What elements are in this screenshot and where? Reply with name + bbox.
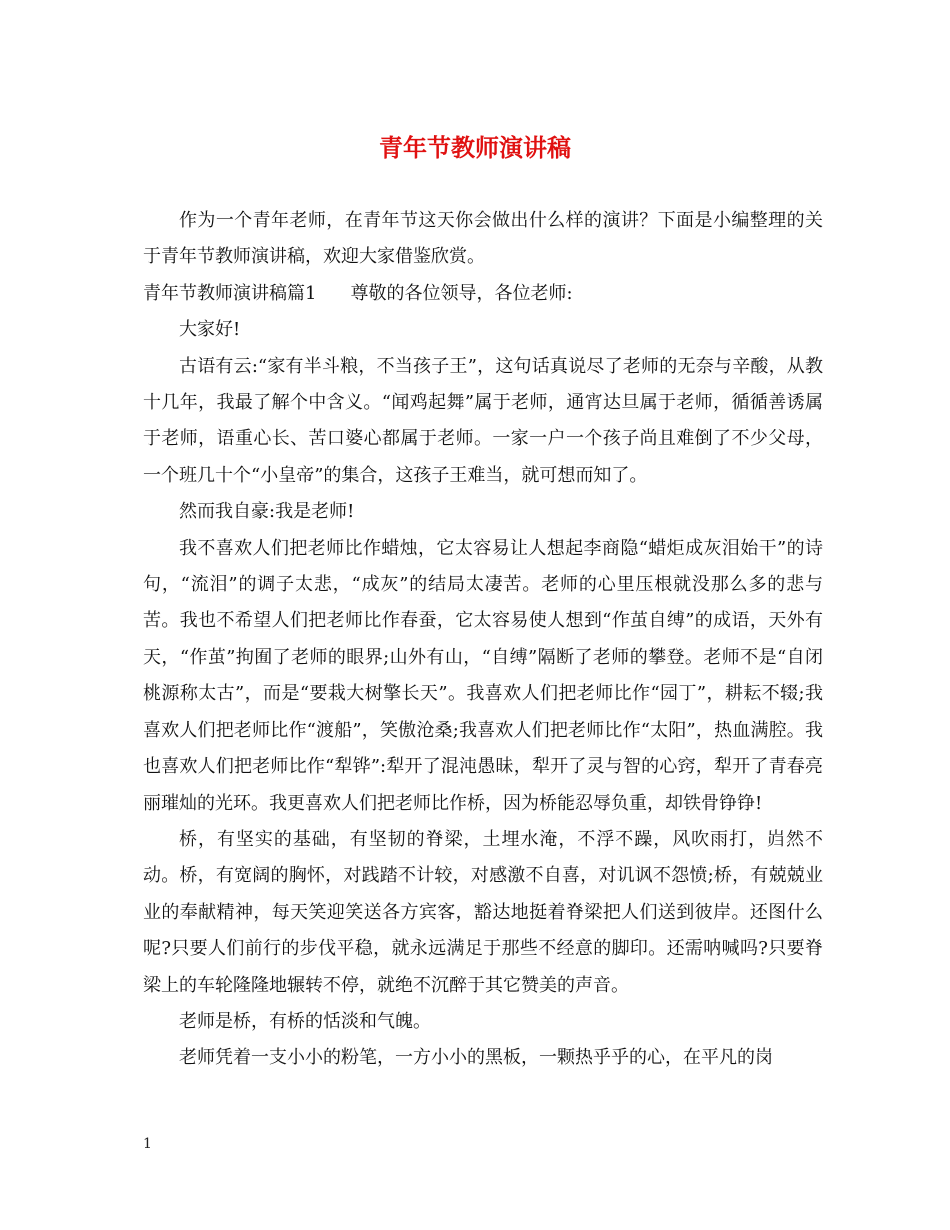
section-heading-line [143,276,823,312]
body-paragraph: 我不喜欢人们把老师比作蜡烛，它太容易让人想起李商隐“蜡炬成灰泪始干”的诗句，“流泪”的调子太悲，“成灰”的结局太凄苦。老师的心里压根就没那么多的悲与苦。我也不希望人们把老师比作春蚕，它太容易使人想到“作茧自缚”的成语，天外有天，“作茧”拘囿了老师的眼界;山外有山，“自缚”隔断了老师的攀登。老师不是“自闭桃源称太古”，而是“要栽大树擎长天”。我喜欢人们把老师比作“园丁”，耕耘不辍;我喜欢人们把老师比作“渡船”，笑傲沧桑;我喜欢人们把老师比作“太阳”，热血满腔。我也喜欢人们把老师比作“犁铧”:犁开了混沌愚昧，犁开了灵与智的心窍，犁开了青春亮丽璀灿的光环。我更喜欢人们把老师比作桥，因为桥能忍辱负重，却铁骨铮铮! [143,537,823,814]
body-paragraph: 桥，有坚实的基础，有坚韧的脊梁，土埋水淹，不浮不躁，风吹雨打，岿然不动。桥，有宽阔的胸怀，对践踏不计较，对感激不自喜，对讥讽不怨愤;桥，有兢兢业业的奉献精神，每天笑迎笑送各方宾客，豁达地挺着脊梁把人们送到彼岸。还图什么呢?只要人们前行的步伐平稳，就永远满足于那些不经意的脚印。还需呐喊吗?只要脊梁上的车轮隆隆地辗转不停，就绝不沉醉于其它赞美的声音。 [143,828,823,996]
body-paragraph: 老师是桥，有桥的恬淡和气魄。 [179,1010,431,1032]
body-paragraph: 然而我自豪:我是老师! [179,501,355,523]
document-title: 青年节教师演讲稿 [379,133,571,162]
body-paragraph: 大家好! [179,319,241,341]
page-number: 1 [143,1136,152,1152]
salutation: 尊敬的各位领导，各位老师: [350,282,573,304]
section-heading: 青年节教师演讲稿篇1 [143,282,317,304]
body-paragraph: 古语有云:“家有半斗粮，不当孩子王”，这句话真说尽了老师的无奈与辛酸，从教十几年，我最了解个中含义。“闻鸡起舞”属于老师，通宵达旦属于老师，循循善诱属于老师，语重心长、苦口婆心都属于老师。一家一户一个孩子尚且难倒了不少父母，一个班几十个“小皇帝”的集合，这孩子王难当，就可想而知了。 [143,355,823,486]
intro-paragraph: 作为一个青年老师，在青年节这天你会做出什么样的演讲？下面是小编整理的关于青年节教师演讲稿，欢迎大家借鉴欣赏。 [143,210,823,268]
document-body [143,203,823,1077]
body-paragraph: 老师凭着一支小小的粉笔，一方小小的黑板，一颗热乎乎的心，在平凡的岗 [179,1047,773,1069]
